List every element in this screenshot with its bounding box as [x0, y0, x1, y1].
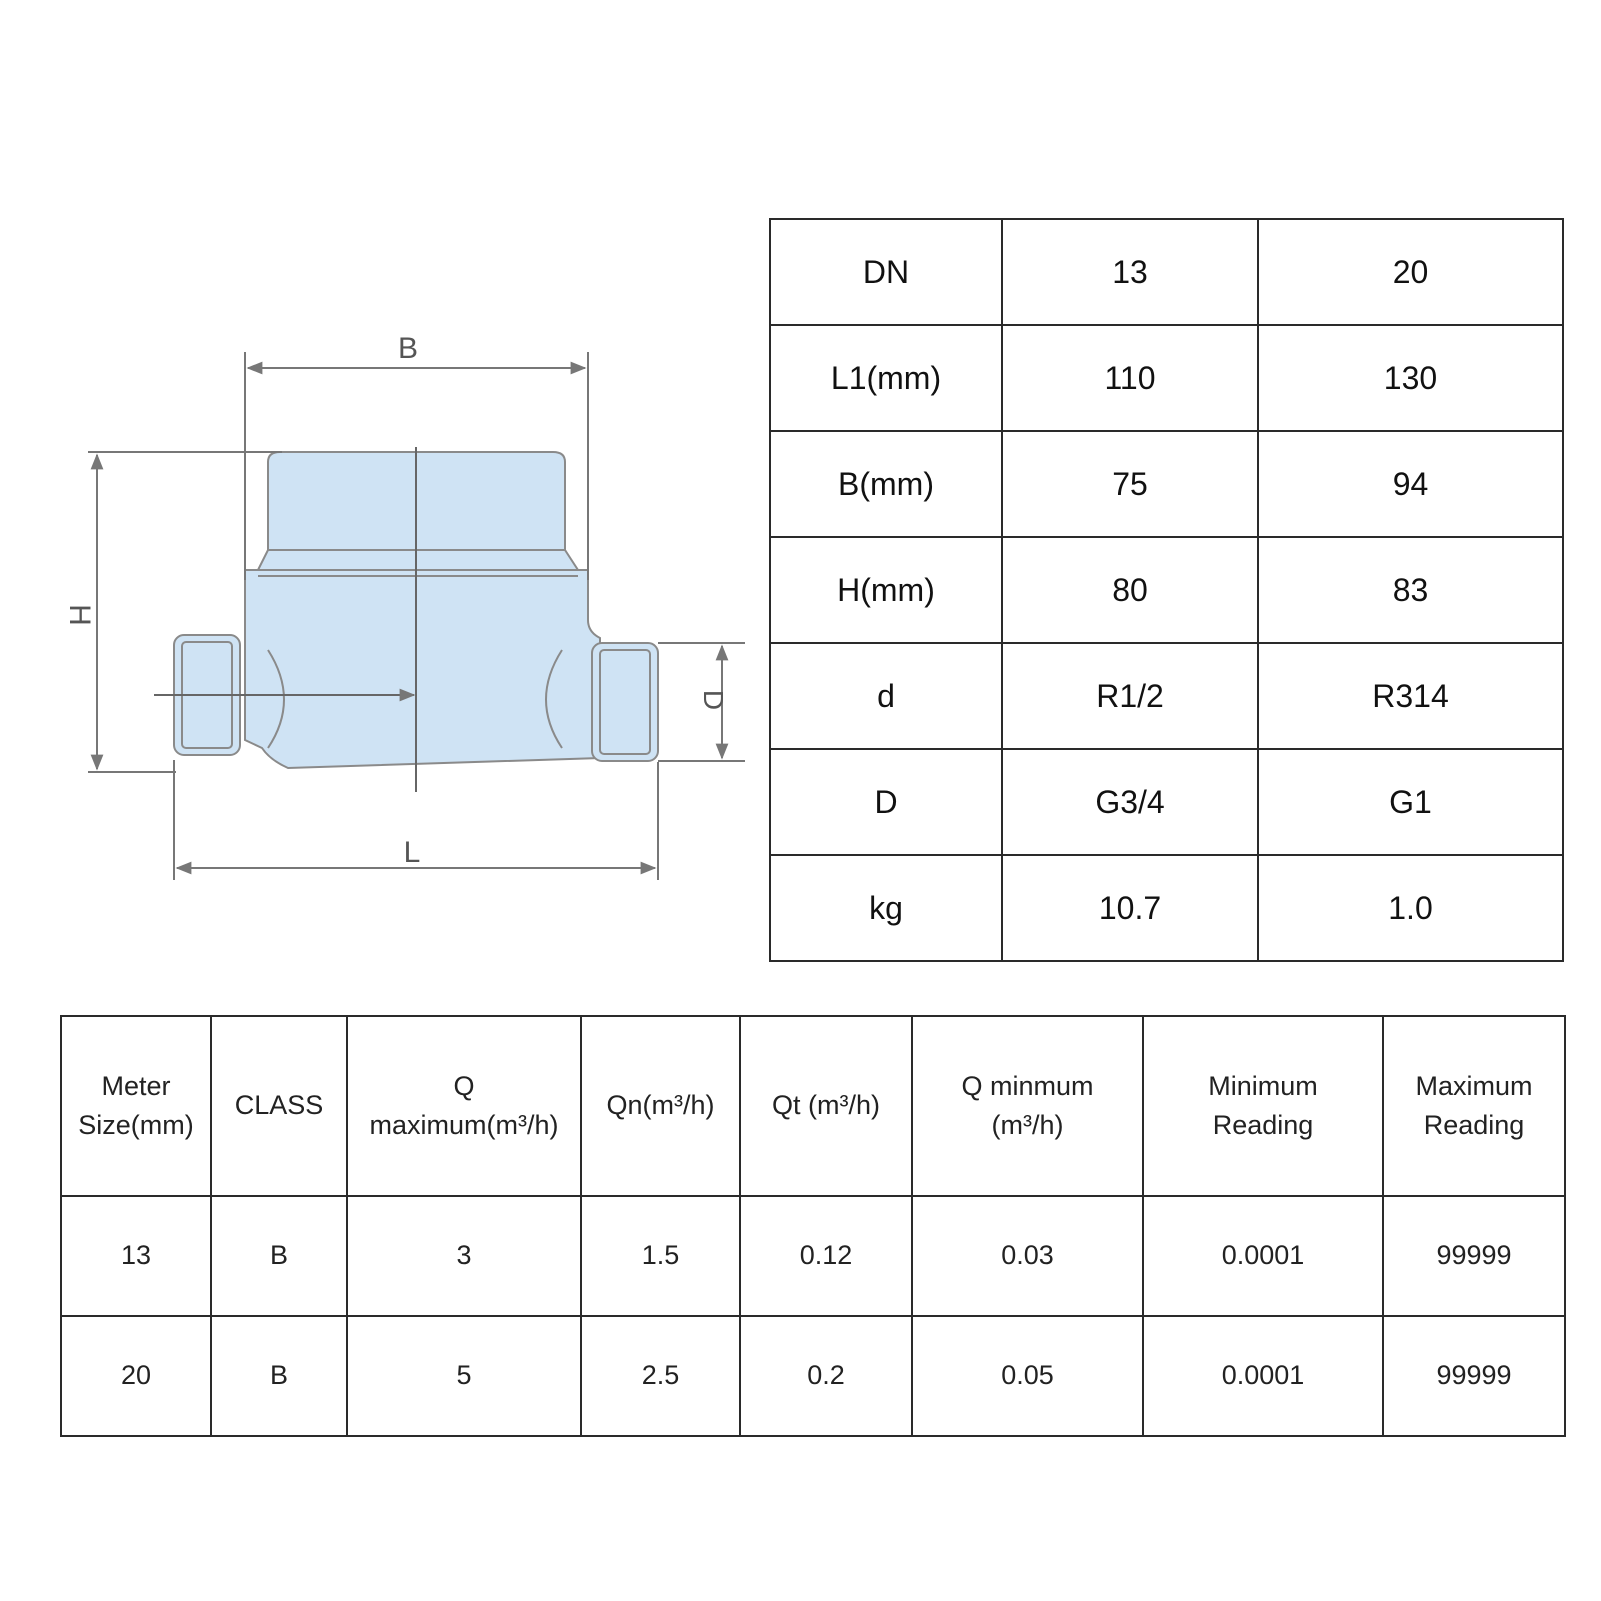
- spec-value: R314: [1258, 643, 1563, 749]
- cell-class: B: [211, 1316, 347, 1436]
- spec-label: H(mm): [770, 537, 1002, 643]
- spec-label: L1(mm): [770, 325, 1002, 431]
- dimension-h-label: H: [63, 604, 96, 626]
- table-row: [61, 1316, 1565, 1436]
- spec-value: G1: [1258, 749, 1563, 855]
- right-connector: [592, 643, 658, 761]
- column-header-q-minimum: Q minmum (m³/h): [912, 1016, 1143, 1196]
- column-header-qt: Qt (m³/h): [740, 1016, 912, 1196]
- cell-meter-size: 20: [61, 1316, 211, 1436]
- spec-value: 83: [1258, 537, 1563, 643]
- shoulder-ring: [258, 550, 578, 570]
- cell-q-minimum: 0.03: [912, 1196, 1143, 1316]
- cell-meter-size: 13: [61, 1196, 211, 1316]
- header-row: [61, 1016, 1565, 1196]
- cell-qt: 0.12: [740, 1196, 912, 1316]
- cell-qt: 0.2: [740, 1316, 912, 1436]
- meter-dimension-drawing: [0, 0, 760, 900]
- body-housing: [245, 570, 600, 768]
- table-row: [770, 643, 1563, 749]
- spec-value: 1.0: [1258, 855, 1563, 961]
- cell-minimum-reading: 0.0001: [1143, 1196, 1383, 1316]
- column-header-maximum-reading: Maximum Reading: [1383, 1016, 1565, 1196]
- spec-value: 110: [1002, 325, 1258, 431]
- table-row: [770, 219, 1563, 325]
- cell-qn: 2.5: [581, 1316, 740, 1436]
- cell-q-maximum: 5: [347, 1316, 581, 1436]
- cell-maximum-reading: 99999: [1383, 1196, 1565, 1316]
- spec-value: R1/2: [1002, 643, 1258, 749]
- spec-label: B(mm): [770, 431, 1002, 537]
- table-row: [770, 431, 1563, 537]
- performance-table: [60, 1015, 1566, 1437]
- cell-qn: 1.5: [581, 1196, 740, 1316]
- dimension-l-label: L: [403, 836, 421, 869]
- table-row: [61, 1196, 1565, 1316]
- dimension-b-label: B: [397, 332, 419, 365]
- spec-table: [769, 218, 1564, 962]
- spec-value: 130: [1258, 325, 1563, 431]
- spec-label: DN: [770, 219, 1002, 325]
- table-row: [770, 325, 1563, 431]
- column-header-q-maximum: Q maximum(m³/h): [347, 1016, 581, 1196]
- spec-label: kg: [770, 855, 1002, 961]
- spec-label: d: [770, 643, 1002, 749]
- column-header-meter-size: Meter Size(mm): [61, 1016, 211, 1196]
- spec-value: G3/4: [1002, 749, 1258, 855]
- table-row: [770, 537, 1563, 643]
- spec-value: 20: [1258, 219, 1563, 325]
- column-header-minimum-reading: Minimum Reading: [1143, 1016, 1383, 1196]
- cell-maximum-reading: 99999: [1383, 1316, 1565, 1436]
- spec-value: 94: [1258, 431, 1563, 537]
- cell-minimum-reading: 0.0001: [1143, 1316, 1383, 1436]
- spec-label: D: [770, 749, 1002, 855]
- column-header-qn: Qn(m³/h): [581, 1016, 740, 1196]
- table-row: [770, 749, 1563, 855]
- spec-value: 10.7: [1002, 855, 1258, 961]
- column-header-class: CLASS: [211, 1016, 347, 1196]
- cell-class: B: [211, 1196, 347, 1316]
- spec-value: 80: [1002, 537, 1258, 643]
- table-row: [770, 855, 1563, 961]
- spec-value: 13: [1002, 219, 1258, 325]
- cell-q-minimum: 0.05: [912, 1316, 1143, 1436]
- cell-q-maximum: 3: [347, 1196, 581, 1316]
- dimension-d-label: D: [698, 689, 729, 711]
- spec-value: 75: [1002, 431, 1258, 537]
